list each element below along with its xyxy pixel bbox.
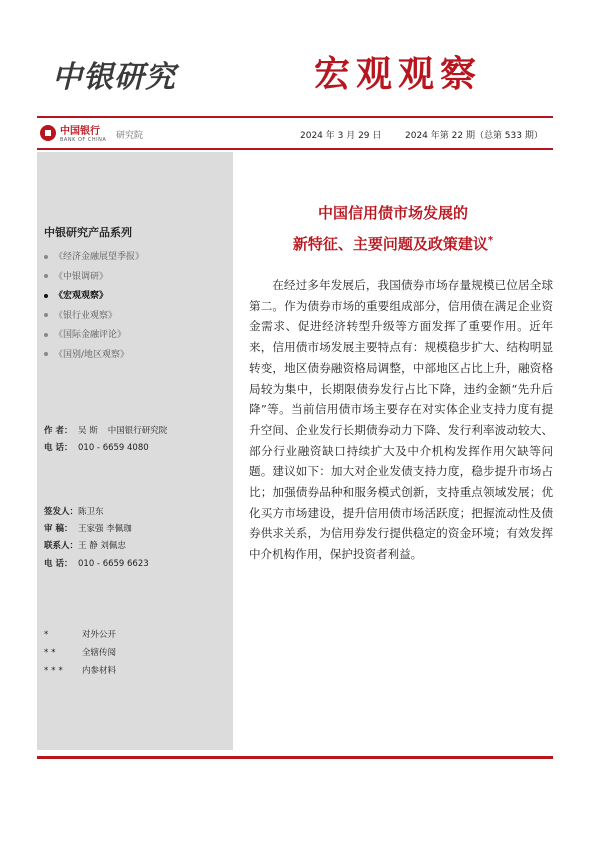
institute-name: 研究院 [116, 131, 144, 141]
bank-name-en: BANK OF CHINA [60, 137, 107, 143]
reviewer-names: 王家强 李佩珈 [78, 524, 132, 534]
author-row [44, 424, 167, 436]
footnote-mark: * [487, 235, 494, 246]
brand-left-logo-text: 中银研究 [52, 60, 176, 95]
bullet-icon [44, 255, 48, 259]
publish-date: 2024 年 3 月 29 日 [300, 131, 382, 141]
contact-row [44, 539, 126, 551]
article-title-line1: 中国信用债市场发展的 [317, 204, 468, 222]
series-list [44, 250, 144, 367]
level-text: 全辖传阅 [82, 648, 117, 658]
level-text: 对外公开 [82, 630, 117, 640]
level-mark: ** [44, 648, 59, 658]
bottom-rule [37, 756, 553, 759]
level-mark: *** [44, 666, 66, 676]
bank-name: 中国银行 [60, 126, 100, 137]
top-rule [37, 116, 553, 118]
contact-phone-row [44, 557, 149, 569]
contact-phone: 010 - 6659 6623 [78, 559, 149, 569]
author-name: 吴 斯 [78, 426, 98, 436]
contact-label: 联系人： [44, 541, 79, 551]
sub-rule [37, 148, 553, 150]
signer-name: 陈卫东 [78, 507, 104, 517]
signer-label: 签发人： [44, 507, 79, 517]
series-item-active: 《宏观观察》 [44, 289, 144, 309]
series-item: 《中银调研》 [44, 270, 144, 290]
confidentiality-level [44, 646, 116, 658]
bullet-icon [44, 333, 48, 337]
reviewer-label: 审 稿： [44, 524, 73, 534]
series-item: 《经济金融展望季报》 [44, 250, 144, 270]
bullet-icon [44, 274, 48, 278]
series-item: 《国别/地区观察》 [44, 348, 144, 368]
article-title-line2: 新特征、主要问题及政策建议* [292, 235, 494, 253]
publication-title: 宏观观察 [314, 54, 483, 95]
bullet-icon [44, 313, 48, 317]
confidentiality-level [44, 628, 116, 640]
bullet-icon [44, 294, 48, 298]
bank-logo-icon [40, 125, 56, 141]
reviewer-row [44, 522, 132, 534]
author-phone-label: 电 话： [44, 443, 73, 453]
series-item: 《国际金融评论》 [44, 328, 144, 348]
contact-phone-label: 电 话： [44, 559, 73, 569]
author-phone: 010 - 6659 4080 [78, 443, 149, 453]
level-text: 内参材料 [82, 666, 117, 676]
confidentiality-level [44, 664, 116, 676]
level-mark: * [44, 630, 52, 640]
author-phone-row [44, 441, 149, 453]
series-item: 《银行业观察》 [44, 309, 144, 329]
author-org: 中国银行研究院 [107, 426, 168, 436]
article-abstract: 在经过多年发展后，我国债券市场存量规模已位居全球第二。作为债券市场的重要组成部分，信用债在满足企业资金需求、促进经济转型升级等方面发挥了重要作用。近年来，信用债市场发展主要特点有：规模稳步扩大、结构明显转变，地区债券融资格局调整，中部地区占比上升，融资格局较为集中，长期限债券发行占比下降，违约金额“先升后降”等。当前信用债市场主要存在对实体企业支持力度有提升空间、企业发行长期债券动力下降、发行利率波动较大、部分行业融资缺口持续扩大及中介机构发挥作用欠缺等问题。建议如下：加大对企业发债支持力度，稳步提升市场占比；加强债券品种和服务模式创新，支持重点领域发展；优化买方市场建设，提升信用债市场活跃度；把握流动性及债券供求关系，为信用券发行提供稳定的资金环境；有效发挥中介机构作用，保护投资者利益。 [249, 278, 553, 562]
series-title: 中银研究产品系列 [44, 226, 132, 239]
author-label: 作 者： [44, 426, 73, 436]
bullet-icon [44, 352, 48, 356]
signer-row [44, 505, 104, 517]
contact-names: 王 静 刘佩忠 [78, 541, 126, 551]
issue-number: 2024 年第 22 期（总第 533 期） [405, 131, 543, 141]
